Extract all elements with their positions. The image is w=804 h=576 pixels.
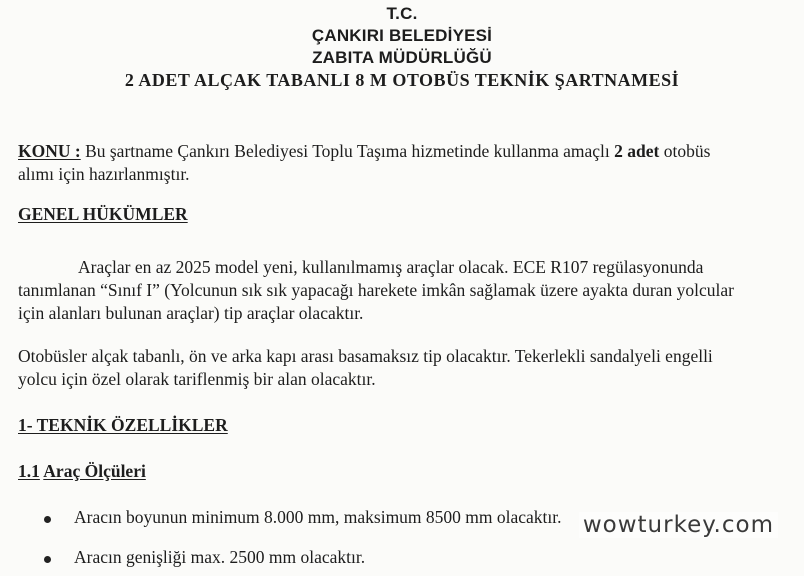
genel-p1-line-1: Araçlar en az 2025 model yeni, kullanılmamış araçlar olacak. ECE R107 regülasyonunda bbox=[78, 257, 704, 277]
subsection-title: Araç Ölçüleri bbox=[43, 461, 146, 481]
bullet-item-2: Aracın genişliği max. 2500 mm olacaktır. bbox=[74, 547, 366, 567]
konu-label: KONU : bbox=[18, 141, 81, 161]
genel-p1-line-3: için alanları bulunan araçlar) tip araçlar olacaktır. bbox=[18, 303, 364, 323]
genel-hukumler-heading: GENEL HÜKÜMLER bbox=[18, 204, 188, 224]
konu-line-2: alımı için hazırlanmıştır. bbox=[18, 164, 190, 184]
genel-p2-line-1: Otobüsler alçak tabanlı, ön ve arka kapı arası basamaksız tip olacaktır. Tekerlekli sandalyeli engelli bbox=[18, 346, 713, 366]
konu-quantity: 2 adet bbox=[614, 141, 660, 161]
genel-p1-line-2: tanımlanan “Sınıf I” (Yolcunun sık sık yapacağı harekete imkân sağlamak üzere ayakta duran yolcular bbox=[18, 280, 734, 300]
header-department: ZABITA MÜDÜRLÜĞÜ bbox=[312, 48, 492, 67]
header-tc: T.C. bbox=[386, 4, 418, 23]
header-municipality: ÇANKIRI BELEDİYESİ bbox=[311, 26, 493, 45]
bullet-dot-2 bbox=[44, 556, 51, 563]
document-title: 2 ADET ALÇAK TABANLI 8 M OTOBÜS TEKNİK ŞARTNAMESİ bbox=[124, 70, 680, 90]
genel-p2-line-2: yolcu için özel olarak tariflenmiş bir alan olacaktır. bbox=[18, 369, 376, 389]
bullet-item-1: Aracın boyunun minimum 8.000 mm, maksimum 8500 mm olacaktır. bbox=[74, 507, 562, 527]
konu-text-a: Bu şartname Çankırı Belediyesi Toplu Taşıma hizmetinde kullanma amaçlı bbox=[80, 141, 615, 161]
watermark: wowturkey.com bbox=[579, 512, 778, 538]
subsection-number: 1.1 bbox=[18, 461, 40, 481]
subsection-heading bbox=[18, 461, 146, 482]
konu-text-b: otobüs bbox=[659, 141, 711, 161]
teknik-ozellikler-heading: 1- TEKNİK ÖZELLİKLER bbox=[18, 415, 228, 435]
konu-line-1 bbox=[18, 141, 710, 162]
bullet-dot-1 bbox=[44, 516, 51, 523]
